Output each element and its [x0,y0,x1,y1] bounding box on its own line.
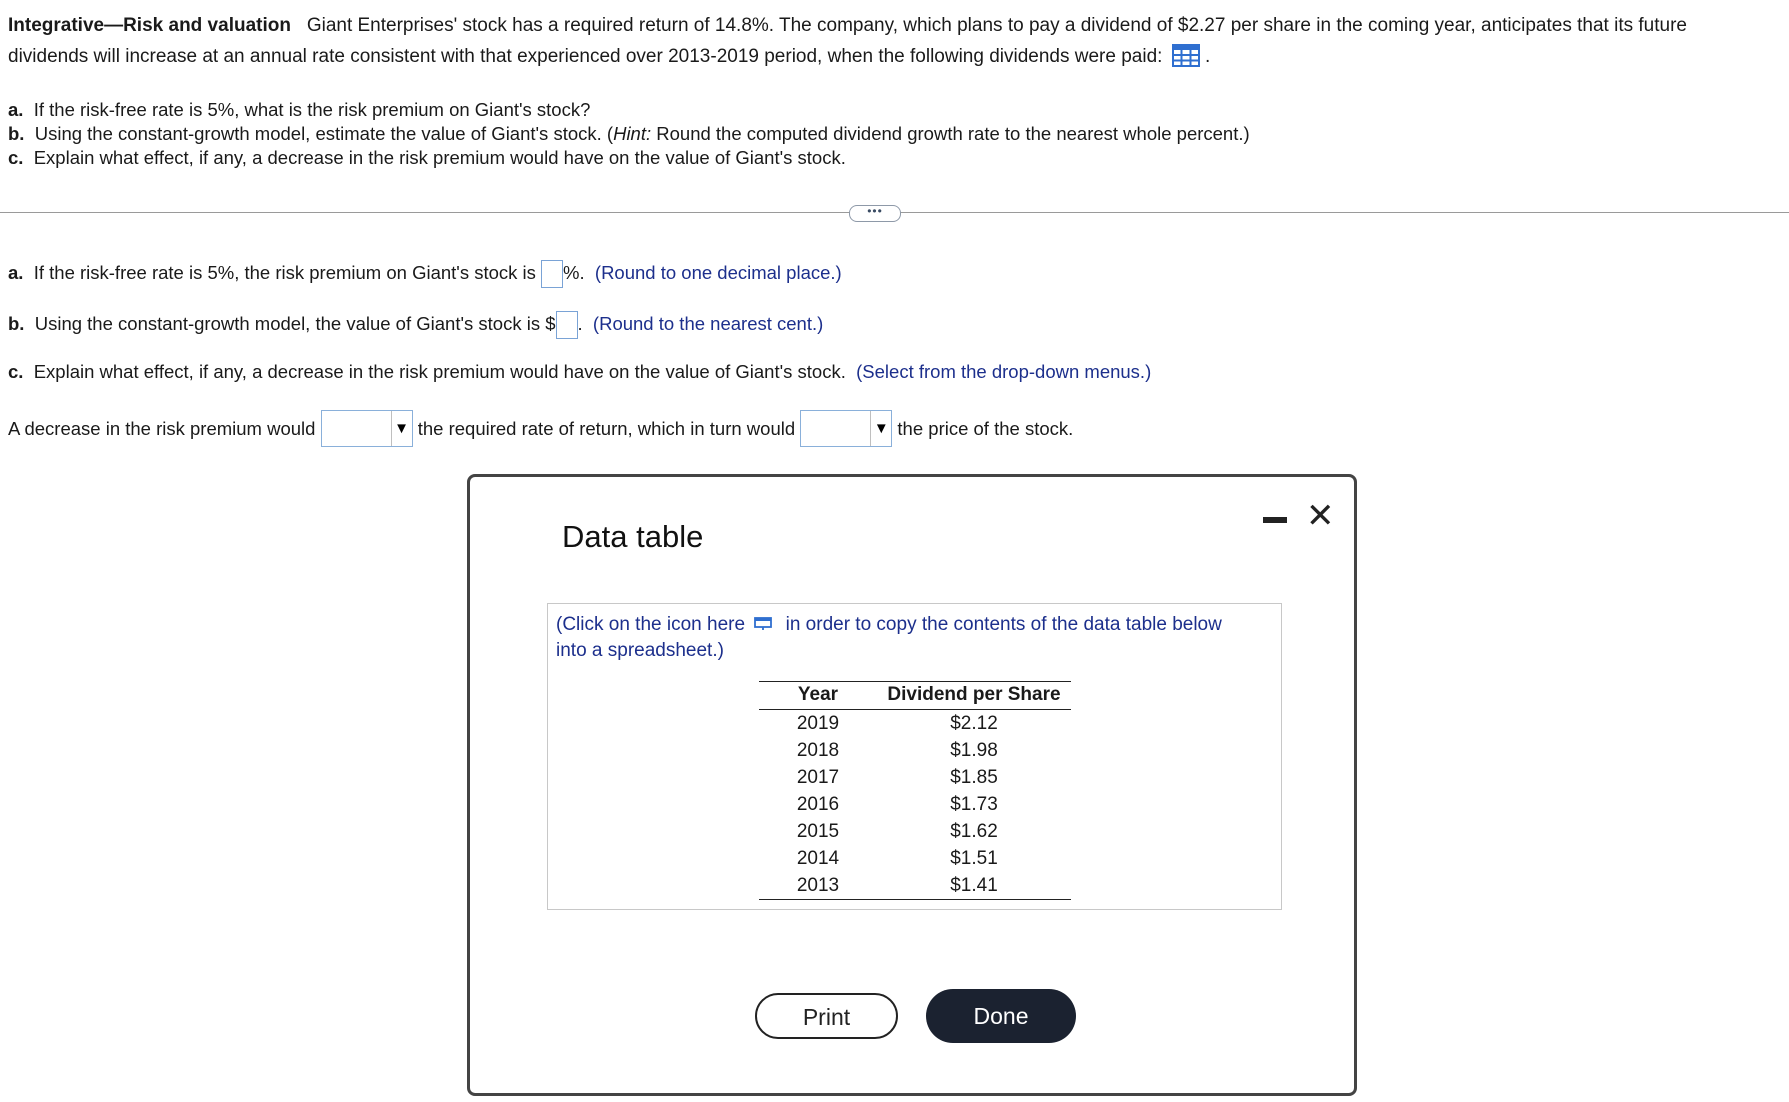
print-button[interactable]: Print [755,993,898,1039]
done-button[interactable]: Done [926,989,1076,1043]
copy-note-text: in order to copy the contents of the data table below into a spreadsheet.) [556,614,1222,661]
data-table-modal [467,474,1357,1096]
question-part-b [8,122,1250,146]
risk-premium-input[interactable] [541,260,563,288]
table-row [759,764,1071,791]
question-intro-end: . [1205,46,1211,67]
answer-instruction: (Select from the drop-down menus.) [856,361,1152,382]
answer-period: . [577,313,583,334]
sentence-part1: A decrease in the risk premium would [8,418,316,439]
answer-unit: %. [563,262,585,283]
question-intro [8,10,1778,72]
part-letter: a. [8,99,24,120]
part-text: Using the constant-growth model, estimate the value of Giant's stock. ( [34,123,614,144]
year-cell: 2013 [759,872,877,900]
part-text: Explain what effect, if any, a decrease in the risk premium would have on the value of Giant's stock. [33,147,846,168]
dividend-cell: $1.41 [877,872,1071,900]
column-header-year: Year [759,682,877,710]
year-cell: 2014 [796,848,840,869]
dividend-table [759,681,1071,900]
stock-price-dropdown[interactable] [800,410,892,447]
dividend-cell: $1.73 [950,794,998,815]
year-cell: 2017 [796,767,840,788]
minimize-icon[interactable] [1263,517,1287,523]
answer-letter: b. [8,313,25,334]
answer-letter: a. [8,262,24,283]
dividend-cell: $2.12 [950,713,998,734]
part-letter: c. [8,147,24,168]
more-button[interactable]: ••• [849,205,901,222]
answer-b [8,311,823,339]
table-header-row [759,682,1071,710]
data-table-frame [547,603,1282,910]
answer-text: Explain what effect, if any, a decrease in the risk premium would have on the value of Giant's stock. [33,361,846,382]
answer-text: If the risk-free rate is 5%, the risk premium on Giant's stock is [33,262,536,283]
dropdown-arrow-icon[interactable]: ▼ [391,411,412,446]
data-table-grid-icon[interactable] [1172,44,1200,67]
answer-c [8,360,1151,384]
year-cell: 2015 [796,821,840,842]
table-row [759,710,1071,738]
dividend-cell: $1.62 [950,821,998,842]
hint-label: Hint: [613,123,652,144]
answer-instruction: (Round to one decimal place.) [594,262,842,283]
dividend-cell: $1.85 [950,767,998,788]
year-cell: 2016 [796,794,840,815]
sentence-part2: the required rate of return, which in turn would [417,418,796,439]
answer-a [8,260,842,288]
column-header-dividend: Dividend per Share [877,682,1071,710]
dividend-cell: $1.51 [950,848,998,869]
copy-note-text: (Click on the icon here [556,614,746,635]
question-title: Integrative—Risk and valuation [8,15,291,36]
year-cell: 2018 [796,740,840,761]
part-text: If the risk-free rate is 5%, what is the risk premium on Giant's stock? [33,99,591,120]
table-row [759,737,1071,764]
answer-sentence [8,410,1073,447]
table-row [759,791,1071,818]
hint-text: Round the computed dividend growth rate to the nearest whole percent.) [651,123,1250,144]
table-row [759,872,1071,900]
table-row [759,845,1071,872]
copy-note [556,612,1256,664]
required-return-dropdown[interactable] [321,410,413,447]
answer-letter: c. [8,361,24,382]
copy-to-spreadsheet-icon[interactable] [754,613,774,627]
part-letter: b. [8,123,25,144]
dividend-cell: $1.98 [950,740,998,761]
question-intro-line2: dividends will increase at an annual rate consistent with that experienced over 2013-2019 period, when the following dividends were paid: [8,46,1163,67]
answer-instruction: (Round to the nearest cent.) [592,313,824,334]
table-row [759,818,1071,845]
year-cell: 2019 [796,713,840,734]
stock-value-input[interactable] [556,311,578,339]
close-icon[interactable]: ✕ [1306,497,1335,535]
question-part-c [8,146,846,170]
modal-title: Data table [562,519,704,554]
answer-text: Using the constant-growth model, the value of Giant's stock is $ [34,313,556,334]
sentence-part3: the price of the stock. [897,418,1074,439]
question-intro-line1: Giant Enterprises' stock has a required return of 14.8%. The company, which plans to pay a dividend of $2.27 per share in the coming year, anticipates that its future [306,15,1687,36]
question-part-a [8,98,590,122]
dropdown-arrow-icon[interactable]: ▼ [870,411,891,446]
